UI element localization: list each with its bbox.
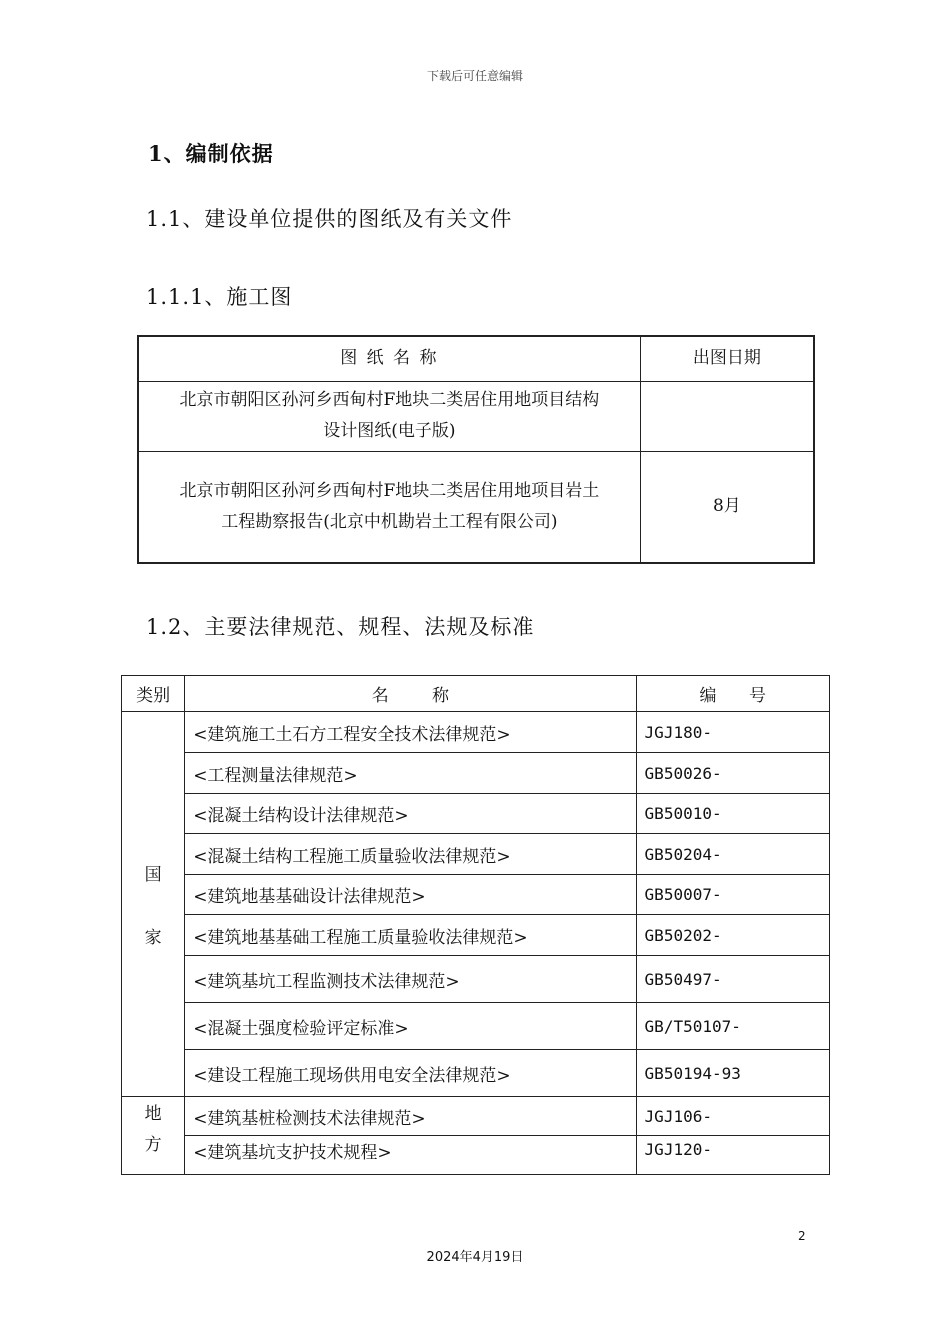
standard-name: <建筑施工土石方工程安全技术法律规范> — [185, 712, 636, 753]
page-number: 2 — [798, 1229, 806, 1243]
category-char: 地 — [144, 1104, 162, 1124]
drawing-name-line: 设计图纸(电子版) — [323, 421, 456, 441]
table-row — [122, 956, 830, 1003]
table-row — [122, 753, 830, 794]
standard-name: <建筑基桩检测技术法律规范> — [185, 1097, 636, 1136]
standard-code: GB50202- — [636, 915, 829, 956]
standard-code: GB50194-93 — [636, 1050, 829, 1097]
standard-name: <工程测量法律规范> — [185, 753, 636, 794]
table-row — [138, 451, 814, 563]
standard-name: <混凝土结构设计法律规范> — [185, 794, 636, 834]
drawings-table — [137, 335, 815, 564]
drawing-date-cell — [640, 381, 814, 451]
standard-name: <建筑基坑支护技术规程> — [185, 1136, 636, 1175]
section-heading-1-2: 1.2、主要法律规范、规程、法规及标准 — [146, 615, 535, 639]
section-heading-1-1: 1.1、建设单位提供的图纸及有关文件 — [146, 207, 513, 231]
standard-name: <混凝土强度检验评定标准> — [185, 1003, 636, 1050]
table-row — [122, 1097, 830, 1136]
header-issue-date: 出图日期 — [640, 336, 814, 381]
table-row — [138, 381, 814, 451]
table-row — [122, 1050, 830, 1097]
standard-code: GB50010- — [636, 794, 829, 834]
header-note: 下载后可任意编辑 — [426, 69, 523, 83]
standard-name: <建筑地基基础设计法律规范> — [185, 875, 636, 915]
standard-name: <建设工程施工现场供用电安全法律规范> — [185, 1050, 636, 1097]
table-row — [122, 794, 830, 834]
standards-table — [121, 675, 830, 1175]
drawing-name-line: 北京市朝阳区孙河乡西甸村F地块二类居住用地项目岩土 — [179, 480, 600, 501]
footer-date: 2024年4月19日 — [426, 1250, 524, 1265]
standard-code: GB50007- — [636, 875, 829, 915]
standard-code: GB50497- — [636, 956, 829, 1003]
standard-name: <建筑基坑工程监测技术法律规范> — [185, 956, 636, 1003]
table-row — [122, 1136, 830, 1175]
category-char: 家 — [144, 928, 162, 948]
category-char: 国 — [144, 865, 162, 885]
standard-code: JGJ120- — [636, 1136, 829, 1175]
standard-code: GB50204- — [636, 834, 829, 875]
table-row — [122, 875, 830, 915]
drawing-name-line: 北京市朝阳区孙河乡西甸村F地块二类居住用地项目结构 — [179, 390, 600, 410]
drawing-name-line: 工程勘察报告(北京中机勘岩土工程有限公司) — [221, 511, 558, 532]
category-national — [122, 712, 185, 1097]
header-name: 名 称 — [185, 676, 636, 712]
table-row — [122, 1003, 830, 1050]
header-category: 类别 — [122, 676, 185, 712]
standard-name: <混凝土结构工程施工质量验收法律规范> — [185, 834, 636, 875]
category-local — [122, 1097, 185, 1175]
section-heading-1: 1、编制依据 — [148, 141, 274, 166]
table-row — [122, 712, 830, 753]
drawing-name-cell — [138, 381, 640, 451]
header-drawing-name: 图 纸 名 称 — [138, 336, 640, 381]
standard-code: GB/T50107- — [636, 1003, 829, 1050]
standard-code: JGJ180- — [636, 712, 829, 753]
standard-code: GB50026- — [636, 753, 829, 794]
category-char: 方 — [144, 1135, 162, 1155]
table-row — [122, 834, 830, 875]
standard-name: <建筑地基基础工程施工质量验收法律规范> — [185, 915, 636, 956]
standard-code: JGJ106- — [636, 1097, 829, 1136]
section-heading-1-1-1: 1.1.1、施工图 — [146, 285, 293, 309]
drawing-date-cell: 8月 — [640, 451, 814, 563]
table-header-row — [122, 676, 830, 712]
header-code: 编 号 — [636, 676, 829, 712]
table-header-row — [138, 336, 814, 381]
drawing-name-cell — [138, 451, 640, 563]
table-row — [122, 915, 830, 956]
